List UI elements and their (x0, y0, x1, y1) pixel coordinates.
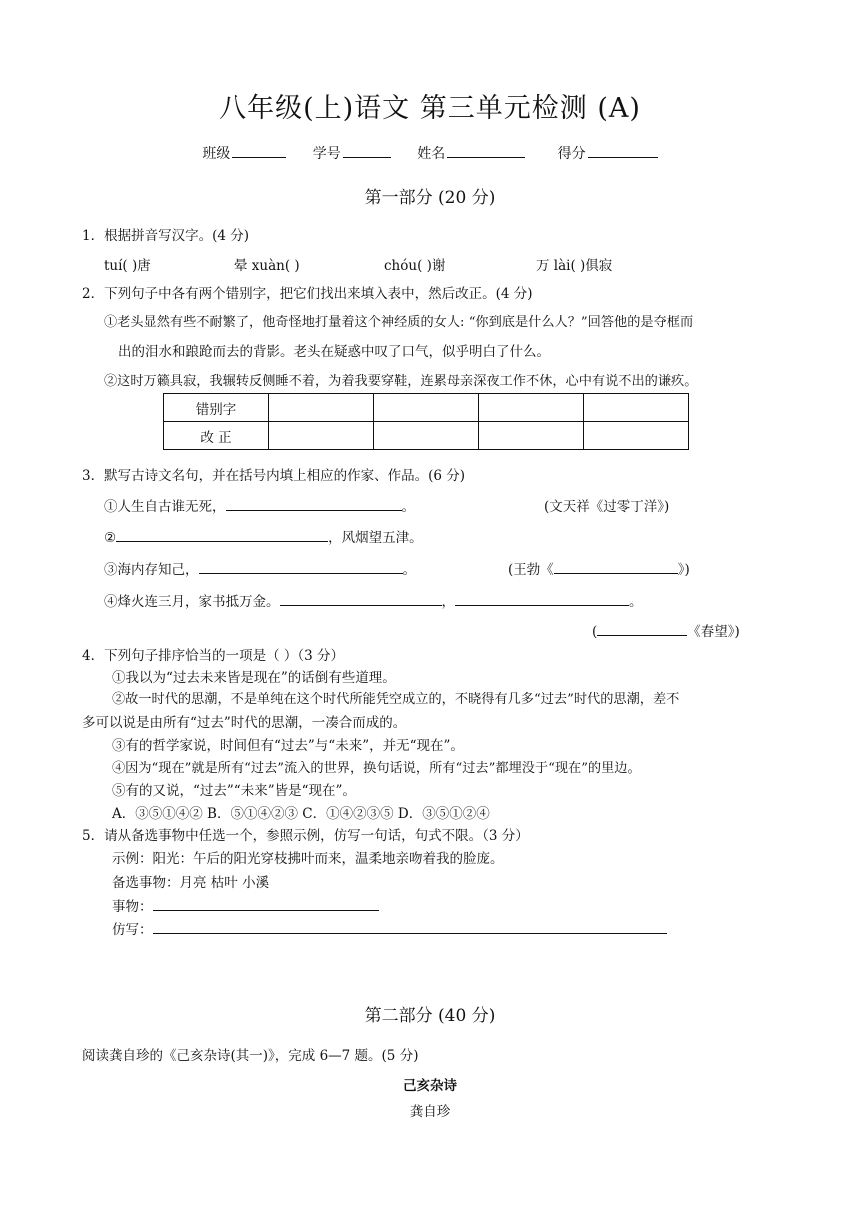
score-label: 得分 (557, 146, 586, 162)
q1-stem: 1．根据拼音写汉字。(4 分) (82, 228, 250, 244)
q4-sentence-2-cont: 多可以说是由所有“过去”时代的思潮，一凑合而成的。 (82, 715, 407, 731)
q3-stem: 3．默写古诗文名句，并在括号内填上相应的作家、作品。(6 分) (82, 468, 466, 484)
table-cell[interactable] (584, 422, 689, 450)
student-info-line (0, 143, 860, 163)
q3-blank-3[interactable] (199, 559, 403, 574)
q3-line-4-comma: ， (441, 594, 455, 610)
q3-source-3-prefix: (王勃《 (508, 562, 554, 578)
table-cell[interactable] (269, 394, 374, 422)
q3-line-4-end: 。 (629, 594, 643, 610)
poem-title: 己亥杂诗 (403, 1078, 457, 1094)
q5-thing-label: 事物： (112, 899, 153, 915)
q3-source-1: (文天祥《过零丁洋》) (544, 499, 670, 515)
q3-line-2-prefix: ② (104, 530, 117, 546)
poem-author: 龚自珍 (409, 1104, 451, 1120)
part1-heading: 第一部分 (20 分) (364, 188, 496, 208)
q3-source-3-suffix: 》) (677, 562, 690, 578)
q4-sentence-4: ④因为“现在”就是所有“过去”流入的世界，换句话说，所有“过去”都埋没于“现在”的里边。 (112, 761, 641, 776)
name-label: 姓名 (417, 146, 446, 162)
q3-source-4-suffix: 《春望》) (687, 624, 740, 640)
q3-line-3-text: ③海内存知己， (104, 562, 199, 578)
q1-item-3: chóu( )谢 (384, 258, 446, 274)
q4-sentence-2: ②故一时代的思潮，不是单纯在这个时代所能凭空成立的，不晓得有几多“过去”时代的思潮，差不 (112, 692, 680, 707)
q3-blank-4b[interactable] (455, 591, 629, 606)
part2-intro: 阅读龚自珍的《己亥杂诗(其一)》，完成 6—7 题。(5 分) (82, 1048, 419, 1064)
q2-sentence-2: ②这时万籁具寂，我辗转反侧睡不着，为着我要穿鞋，连累母亲深夜工作不休，心中有说不出的谦疚。 (104, 374, 698, 389)
q3-line-1 (104, 495, 415, 515)
q3-line-1-text: ①人生自古谁无死， (104, 499, 226, 515)
q5-imitate-blank[interactable] (153, 919, 667, 934)
class-label: 班级 (202, 146, 231, 162)
table-cell[interactable] (374, 422, 479, 450)
score-blank[interactable] (588, 143, 658, 158)
q2-sentence-1-cont: 出的泪水和踉跄而去的背影。老头在疑惑中叹了口气，似乎明白了什么。 (118, 344, 550, 360)
q4-stem: 4．下列句子排序恰当的一项是（ ）（3 分） (82, 648, 345, 664)
q5-choices: 备选事物：月亮 枯叶 小溪 (112, 875, 270, 891)
q3-blank-author[interactable] (597, 621, 687, 636)
q5-imitate-line (112, 918, 667, 938)
q3-line-2 (104, 526, 423, 546)
correction-table (163, 393, 689, 450)
class-blank[interactable] (232, 143, 286, 158)
q2-stem: 2．下列句子中各有两个错别字，把它们找出来填入表中，然后改正。(4 分) (82, 286, 533, 302)
q1-item-2: 晕 xuàn( ) (234, 258, 300, 274)
q3-line-2-text: ，风烟望五津。 (328, 530, 423, 546)
q3-blank-4a[interactable] (280, 591, 442, 606)
table-cell[interactable] (479, 422, 584, 450)
q3-blank-2[interactable] (116, 527, 328, 542)
q3-line-4-text: ④烽火连三月，家书抵万金。 (104, 594, 280, 610)
table-cell[interactable] (374, 394, 479, 422)
q3-source-4-prefix: ( (592, 624, 598, 640)
page-title: 八年级(上)语文 第三单元检测 (A) (219, 93, 641, 124)
q4-options: A．③⑤①④② B．⑤①④②③ C．①④②③⑤ D．③⑤①②④ (112, 806, 490, 822)
part2-heading: 第二部分 (40 分) (364, 1006, 496, 1026)
student-no-label: 学号 (312, 146, 341, 162)
q3-line-3 (104, 558, 416, 578)
q4-sentence-5: ⑤有的又说，“过去”“未来”皆是“现在”。 (112, 783, 356, 799)
table-cell[interactable] (269, 422, 374, 450)
q3-source-4 (592, 620, 740, 640)
q1-item-4: 万 lài( )俱寂 (536, 258, 613, 274)
q2-sentence-1: ①老头显然有些不耐繁了，他奇怪地打量着这个神经质的女人: “你到底是什么人？”回答他的是夺框而 (104, 315, 694, 330)
student-no-blank[interactable] (343, 143, 391, 158)
q5-imitate-label: 仿写： (112, 922, 153, 938)
q5-stem: 5．请从备选事物中任选一个，参照示例，仿写一句话，句式不限。（3 分） (82, 828, 529, 844)
q1-item-1: tuí( )唐 (104, 258, 151, 274)
q5-thing-blank[interactable] (153, 896, 379, 911)
q5-example: 示例：阳光：午后的阳光穿枝拂叶而来，温柔地亲吻着我的脸庞。 (112, 851, 504, 867)
q3-blank-1[interactable] (226, 496, 402, 511)
q4-sentence-1: ①我以为“过去未来皆是现在”的话倒有些道理。 (112, 670, 396, 686)
q3-line-1-end: 。 (401, 499, 415, 515)
table-header-wrong: 错别字 (164, 394, 269, 422)
q3-blank-title[interactable] (554, 559, 678, 574)
q4-sentence-3: ③有的哲学家说，时间但有“过去”与“未来”，并无“现在”。 (112, 738, 464, 754)
table-cell[interactable] (584, 394, 689, 422)
table-header-correct: 改 正 (164, 422, 269, 450)
q5-thing-line (112, 895, 379, 915)
table-cell[interactable] (479, 394, 584, 422)
q3-line-4 (104, 590, 643, 610)
q3-line-3-end: 。 (402, 562, 416, 578)
name-blank[interactable] (447, 143, 525, 158)
q3-source-3 (508, 558, 690, 578)
